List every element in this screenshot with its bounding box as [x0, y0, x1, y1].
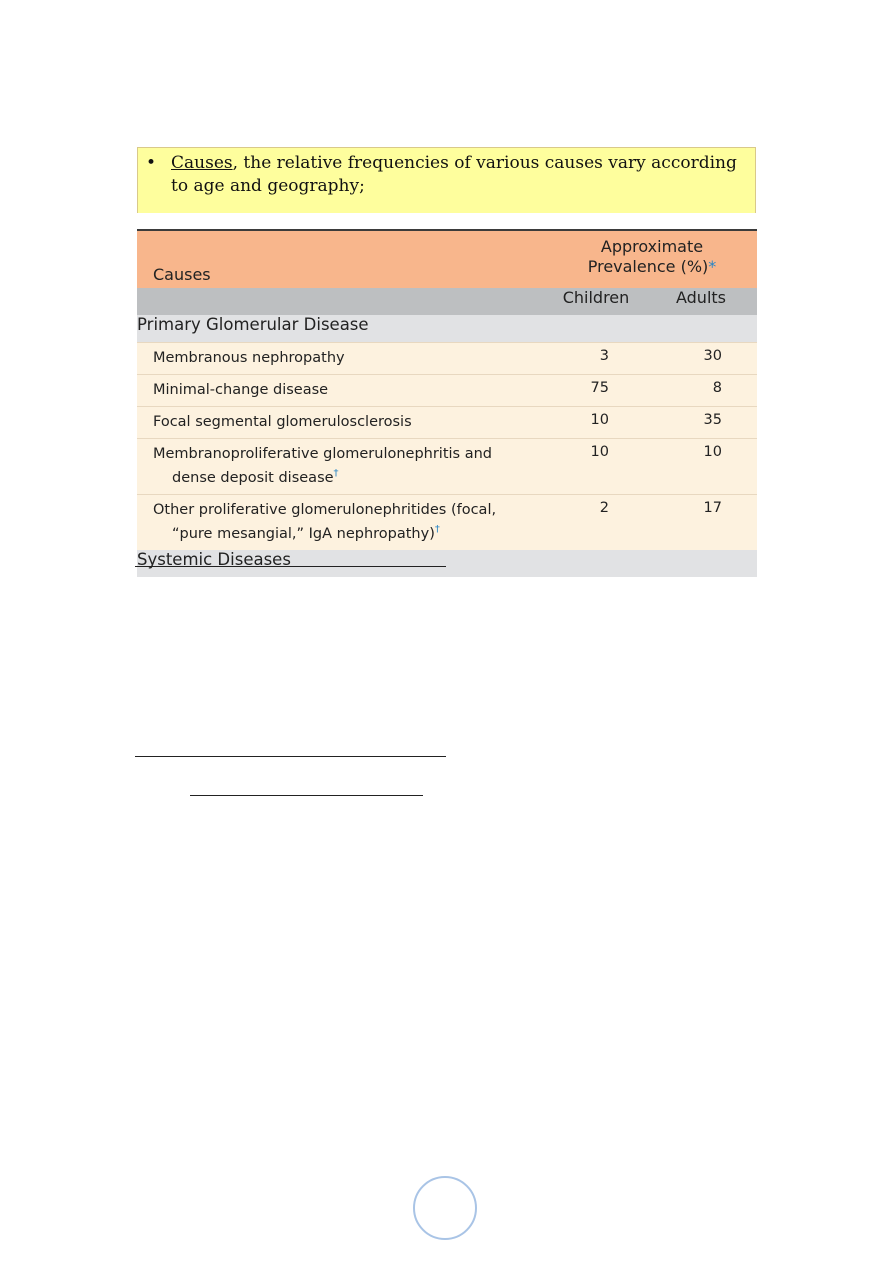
horizontal-rule	[135, 756, 446, 757]
causes-callout	[137, 147, 756, 213]
subheader-empty	[137, 288, 547, 315]
causes-table	[137, 229, 757, 577]
section-systemic-label: Systemic Diseases	[137, 549, 291, 569]
bullet-point: •	[146, 153, 157, 173]
table-row	[137, 407, 757, 439]
adults-value: 30	[645, 343, 757, 375]
footnote-dagger: †	[333, 468, 339, 479]
cause-line1: Minimal-change disease	[153, 382, 329, 398]
footnote-star: *	[708, 257, 717, 276]
callout-text	[171, 152, 741, 198]
section-primary-label: Primary Glomerular Disease	[137, 315, 369, 334]
adults-value: 8	[645, 375, 757, 407]
adults-value: 35	[645, 407, 757, 439]
header-prevalence-line1: Approximate	[600, 237, 704, 256]
children-value: 10	[547, 407, 645, 439]
cause-line1: Membranous nephropathy	[153, 350, 345, 366]
table-row	[137, 494, 757, 549]
cause-line2-text: “pure mesangial,” IgA nephropathy)	[172, 525, 435, 542]
horizontal-rule	[190, 795, 423, 796]
cause-cell	[137, 407, 547, 439]
adults-value: 10	[645, 439, 757, 495]
horizontal-rule	[135, 566, 446, 567]
header-causes: Causes	[153, 265, 211, 284]
col-children: Children	[562, 288, 630, 307]
cause-line1: Focal segmental glomerulosclerosis	[153, 414, 412, 430]
cause-line1: Other proliferative glomerulonephritides (focal,	[153, 501, 497, 518]
table-subheader-row	[137, 288, 757, 315]
cause-cell	[137, 494, 547, 549]
children-value: 75	[547, 375, 645, 407]
cause-line2	[153, 520, 547, 544]
cause-cell	[137, 375, 547, 407]
table-row	[137, 439, 757, 495]
adults-value: 17	[645, 494, 757, 549]
table-row	[137, 343, 757, 375]
section-row-primary	[137, 315, 757, 343]
footnote-dagger: †	[434, 523, 440, 535]
header-prevalence-line2: Prevalence (%)	[587, 257, 709, 276]
cause-line2	[153, 464, 547, 488]
page-number-circle	[413, 1176, 477, 1240]
col-adults: Adults	[675, 288, 726, 307]
section-row-systemic	[137, 550, 757, 577]
cause-cell	[137, 343, 547, 375]
causes-link-word: Causes	[171, 153, 233, 173]
table-row	[137, 375, 757, 407]
cause-line1: Membranoproliferative glomerulonephritis and	[153, 446, 492, 462]
callout-text-rest: , the relative frequencies of various causes vary according to age and geography;	[171, 153, 737, 196]
table-header-row	[137, 230, 757, 288]
children-value: 10	[547, 439, 645, 495]
children-value: 3	[547, 343, 645, 375]
children-value: 2	[547, 494, 645, 549]
header-prevalence	[547, 230, 757, 288]
cause-cell	[137, 439, 547, 495]
cause-line2-text: dense deposit disease	[172, 469, 334, 486]
table-body	[137, 343, 757, 550]
